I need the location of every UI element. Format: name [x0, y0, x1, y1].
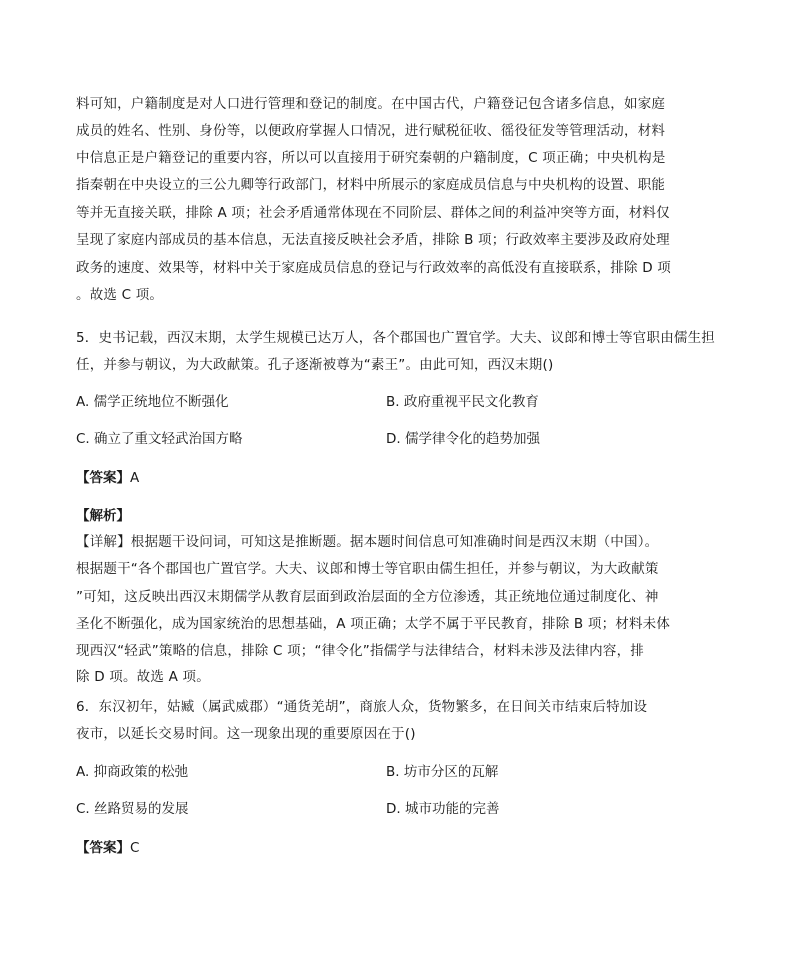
question-stem-line: 6．东汉初年，姑臧（属武威郡）“通货羌胡”，商旅人众，货物繁多，在日间关市结束后特加设 [76, 699, 648, 715]
option-d: D. 儒学律令化的趋势加强 [386, 431, 540, 447]
detail-line: 根据题干“各个郡国也广置官学。大夫、议郎和博士等官职由儒生担任，并参与朝议，为大政献策 [76, 561, 659, 577]
question-stem-line: 夜市，以延长交易时间。这一现象出现的重要原因在于() [76, 726, 416, 742]
detail-line: 现西汉“轻武”策略的信息，排除 C 项；“律令化”指儒学与法律结合，材料未涉及法律内容，排 [76, 643, 644, 659]
option-c: C. 丝路贸易的发展 [76, 801, 189, 817]
answer-row [76, 468, 139, 488]
explanation-line: 呈现了家庭内部成员的基本信息，无法直接反映社会矛盾，排除 B 项；行政效率主要涉及政府处理 [76, 232, 670, 248]
answer-label: 【答案】 [76, 840, 130, 856]
detail-line: 圣化不断强化，成为国家统治的思想基础，A 项正确；太学不属于平民教育，排除 B 项；材料未体 [76, 616, 671, 632]
option-b: B. 坊市分区的瓦解 [386, 764, 499, 780]
detail-line: 【详解】根据题干设问词，可知这是推断题。据本题时间信息可知准确时间是西汉末期（中国）。 [76, 534, 659, 550]
question-stem-line: 5．史书记载，西汉末期，太学生规模已达万人，各个郡国也广置官学。大夫、议郎和博士等官职由儒生担 [76, 330, 715, 346]
explanation-line: 。故选 C 项。 [76, 287, 164, 303]
explanation-line: 料可知，户籍制度是对人口进行管理和登记的制度。在中国古代，户籍登记包含诸多信息，如家庭 [76, 96, 666, 112]
explanation-line: 中信息正是户籍登记的重要内容，所以可以直接用于研究秦朝的户籍制度，C 项正确；中央机构是 [76, 150, 666, 166]
explanation-line: 成员的姓名、性别、身份等，以便政府掌握人口情况，进行赋税征收、徭役征发等管理活动，材料 [76, 123, 666, 139]
detail-line: 除 D 项。故选 A 项。 [76, 669, 210, 685]
option-a: A. 儒学正统地位不断强化 [76, 394, 229, 410]
answer-value: A [130, 470, 140, 486]
option-c: C. 确立了重文轻武治国方略 [76, 431, 243, 447]
explanation-line: 等并无直接关联，排除 A 项；社会矛盾通常体现在不同阶层、群体之间的利益冲突等方面，材料仅 [76, 205, 670, 221]
explanation-line: 政务的速度、效果等，材料中关于家庭成员信息的登记与行政效率的高低没有直接联系，排除 D 项 [76, 260, 671, 276]
analysis-label: 【解析】 [76, 508, 130, 524]
option-d: D. 城市功能的完善 [386, 801, 500, 817]
option-a: A. 抑商政策的松弛 [76, 764, 189, 780]
answer-value: C [130, 840, 140, 856]
option-b: B. 政府重视平民文化教育 [386, 394, 539, 410]
answer-label: 【答案】 [76, 470, 130, 486]
explanation-line: 指秦朝在中央设立的三公九卿等行政部门，材料中所展示的家庭成员信息与中央机构的设置、职能 [76, 177, 666, 193]
question-stem-line: 任，并参与朝议，为大政献策。孔子逐渐被尊为“素王”。由此可知，西汉末期() [76, 357, 554, 373]
answer-row [76, 838, 139, 858]
detail-line: ”可知，这反映出西汉末期儒学从教育层面到政治层面的全方位渗透，其正统地位通过制度化、神 [76, 589, 659, 605]
